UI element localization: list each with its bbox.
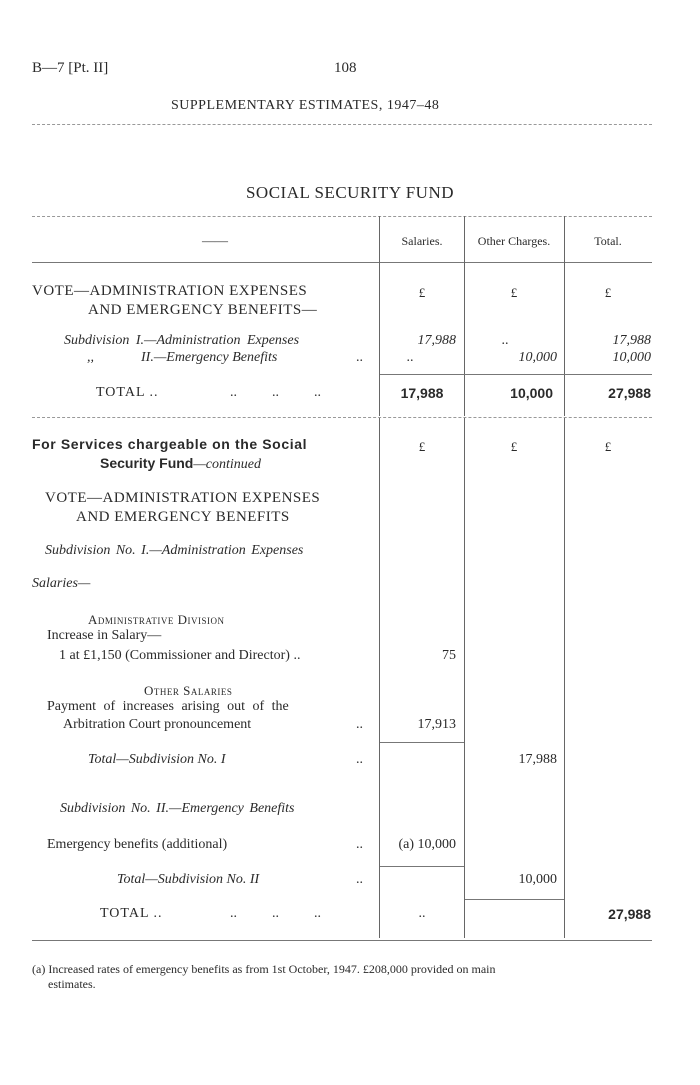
detail-col-rule-3 [564, 418, 565, 938]
summary-total-salaries: 17,988 [400, 385, 444, 401]
page-ref: B—7 [Pt. II] [32, 60, 109, 76]
detail-sub2-rule [380, 866, 464, 867]
summary-sub1-salaries: 17,988 [417, 333, 456, 348]
detail-heading: For Services chargeable on the Social [32, 436, 308, 452]
detail-commissioner-line: 1 at £1,150 (Commissioner and Director) .. [59, 648, 301, 663]
detail-total-sub2-amount: 10,000 [518, 872, 557, 887]
detail-grand-total: 27,988 [608, 906, 651, 922]
summary-sub2-salaries: .. [406, 350, 414, 365]
detail-commissioner-amount: 75 [442, 648, 456, 663]
detail-payment-line2: Arbitration Court pronouncement [63, 717, 252, 732]
head-total: Total. [594, 234, 622, 248]
detail-payment-leader: .. [356, 717, 363, 732]
summary-sub1-label: Subdivision I.—Administration Expenses [64, 333, 300, 348]
header-rule [32, 124, 652, 125]
detail-grand-label: TOTAL .. [100, 906, 163, 921]
detail-currency-other: £ [510, 439, 518, 454]
detail-vote-line1: VOTE—ADMINISTRATION EXPENSES [45, 490, 321, 506]
detail-col-rule-2 [464, 418, 465, 938]
table-title: SOCIAL SECURITY FUND [245, 183, 455, 202]
summary-sub2-other: 10,000 [518, 350, 557, 365]
summary-total-other: 10,000 [510, 385, 553, 401]
detail-currency-total: £ [604, 439, 612, 454]
detail-emergency-amount: (a) 10,000 [398, 837, 456, 852]
summary-total-total: 27,988 [608, 385, 651, 401]
detail-total-sub1-leader: .. [356, 752, 363, 767]
summary-currency-total: £ [604, 285, 612, 300]
detail-total-sub2-label: Total—Subdivision No. II [117, 872, 260, 887]
summary-total-label: TOTAL .. [96, 385, 159, 400]
detail-sub1-rule [380, 742, 464, 743]
summary-sub2-prefix: ,, [87, 350, 94, 365]
head-salaries: Salaries. [401, 234, 443, 248]
detail-total-sub2-leader: .. [356, 872, 363, 887]
detail-currency-salaries: £ [418, 439, 426, 454]
detail-heading-bold2: Security Fund [100, 455, 194, 471]
summary-sub2-total: 10,000 [612, 350, 651, 365]
detail-other-salaries: Other Salaries [144, 683, 233, 698]
page-number: 108 [334, 60, 357, 76]
detail-grand-rule [465, 899, 564, 900]
footnote-line1: (a) Increased rates of emergency benefits as from 1st October, 1947. £208,000 provided on main [32, 962, 496, 976]
detail-salaries-heading: Salaries— [32, 576, 91, 591]
summary-currency-other: £ [510, 285, 518, 300]
detail-col-rule-1 [379, 418, 380, 938]
table-top-rule [32, 216, 652, 217]
detail-payment-line1: Payment of increases arising out of the [47, 699, 289, 714]
summary-total-leaders: .. .. .. [230, 385, 321, 400]
summary-vote-line2: AND EMERGENCY BENEFITS— [88, 302, 318, 318]
detail-vote-line2: AND EMERGENCY BENEFITS [76, 509, 290, 525]
detail-sub1-heading: Subdivision No. I.—Administration Expenses [45, 543, 304, 558]
head-other-charges: Other Charges. [477, 234, 551, 248]
detail-payment-amount: 17,913 [417, 717, 456, 732]
detail-total-sub1-amount: 17,988 [518, 752, 557, 767]
detail-increase-label: Increase in Salary— [47, 628, 162, 643]
footnote-line2: estimates. [48, 977, 96, 991]
summary-vote-line1: VOTE—ADMINISTRATION EXPENSES [32, 283, 308, 299]
summary-sub1-other: .. [501, 333, 509, 348]
detail-emergency-label: Emergency benefits (additional) [47, 837, 228, 852]
summary-sub2-label: II.—Emergency Benefits [141, 350, 278, 365]
head-blank: —— [202, 233, 228, 248]
detail-total-sub1-label: Total—Subdivision No. I [88, 752, 226, 767]
detail-grand-leaders: .. .. .. [230, 906, 321, 921]
head-bottom-rule [32, 262, 652, 263]
summary-sub2-leader: .. [356, 350, 363, 365]
detail-heading-continued: —continued [193, 457, 262, 472]
detail-grand-salaries: .. [418, 906, 426, 921]
detail-admin-division: Administrative Division [88, 612, 225, 627]
detail-emergency-leader: .. [356, 837, 363, 852]
detail-sub2-heading: Subdivision No. II.—Emergency Benefits [60, 801, 295, 816]
summary-bottom-rule [32, 417, 652, 418]
running-title: SUPPLEMENTARY ESTIMATES, 1947–48 [171, 98, 440, 113]
summary-sub1-total: 17,988 [612, 333, 651, 348]
detail-heading-line2 [100, 455, 261, 473]
table-bottom-rule [32, 940, 652, 941]
summary-sum-rule [380, 374, 652, 375]
summary-currency-salaries: £ [418, 285, 426, 300]
